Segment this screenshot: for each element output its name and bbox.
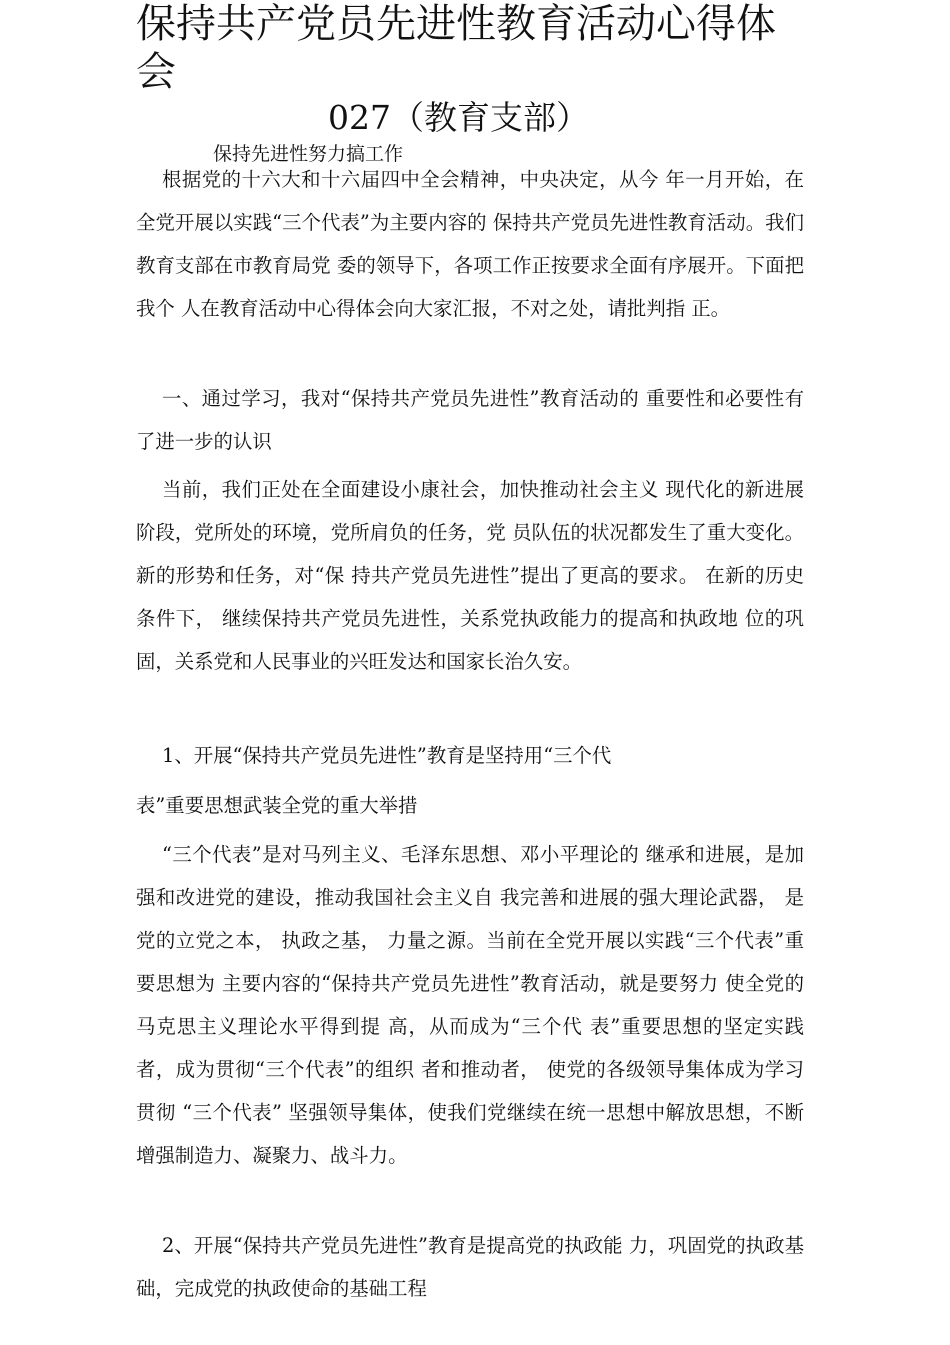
- paragraph-heading-one: 一、通过学习，我对“保持共产党员先进性”教育活动的 重要性和必要性有了进一步的认识: [136, 387, 804, 453]
- paragraph-intro: 根据党的十六大和十六届四中全会精神，中央决定，从今 年一月开始，在全党开展以实践“三个代表”为主要内容的 保持共产党员先进性教育活动。我们教育支部在市教育局党 委的领导下，各项工作正按要求全面有序展开。下面把我个 人在教育活动中心得体会向大家汇报，不对之处，请批判指 正。: [136, 168, 804, 320]
- paragraph-context: 当前，我们正处在全面建设小康社会，加快推动社会主义 现代化的新进展阶段，党所处的环境，党所肩负的任务，党 员队伍的状况都发生了重大变化。新的形势和任务，对“保 持共产党员先进性”提出了更高的要求。 在新的历史条件下， 继续保持共产党员先进性，关系党执政能力的提高和执政地 位的巩固，关系党和人民事业的兴旺发达和国家长治久安。: [136, 478, 804, 673]
- paragraph-point-two: 2、开展“保持共产党员先进性”教育是提高党的执政能 力，巩固党的执政基础，完成党的执政使命的基础工程: [136, 1234, 804, 1300]
- paragraph-point-one-a: 1、开展“保持共产党员先进性”教育是坚持用“三个代: [162, 744, 612, 767]
- document-subtitle: 027（教育支部）: [328, 98, 589, 137]
- document-title: 保持共产党员先进性教育活动心得体会: [136, 1, 776, 95]
- paragraph-three-represents: “三个代表”是对马列主义、毛泽东思想、邓小平理论的 继承和进展，是加强和改进党的建设，推动我国社会主义自 我完善和进展的强大理论武器， 是党的立党之本， 执政之基， 力量之源。当前在全党开展以实践“三个代表”重要思想为 主要内容的“保持共产党员先进性”教育活动，就是要努力 使全党的马克思主义理论水平得到提 高，从而成为“三个代 表”重要思想的坚定实践者，成为贯彻“三个代表”的组织 者和推动者， 使党的各级领导集体成为学习贯彻 “三个代表” 坚强领导集体，使我们党继续在统一思想中解放思想，不断增强制造力、凝聚力、战斗力。: [136, 843, 804, 1167]
- paragraph-point-one-b: 表”重要思想武装全党的重大举措: [136, 794, 418, 817]
- section-kicker: 保持先进性努力搞工作: [213, 143, 404, 165]
